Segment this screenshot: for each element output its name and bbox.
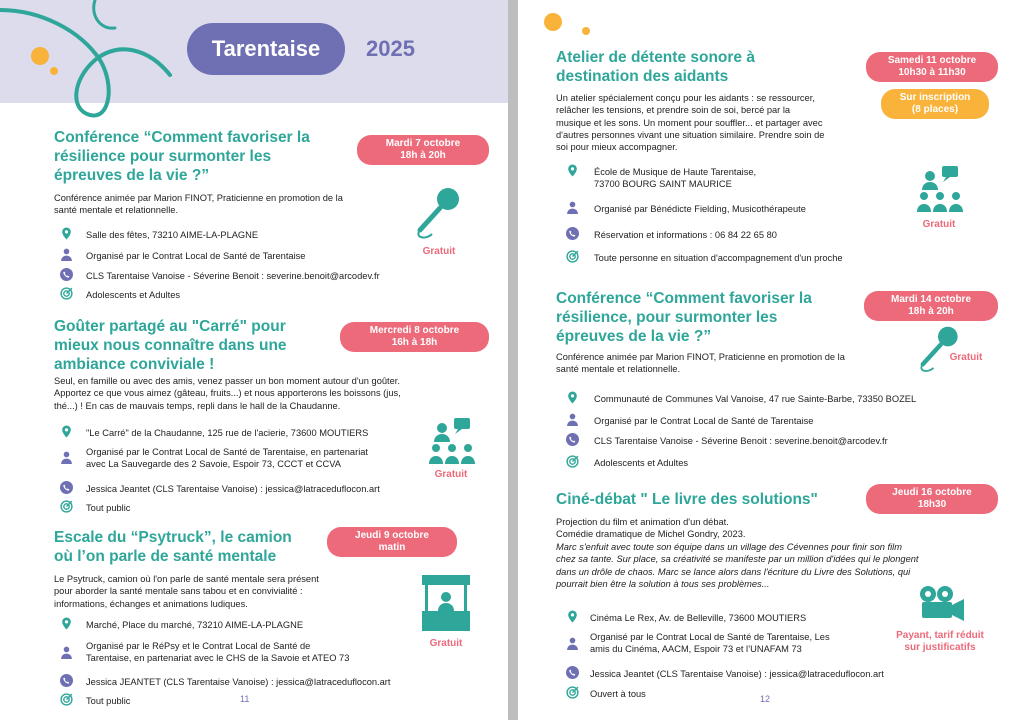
event-contact: Réservation et informations : 06 84 22 65 80: [594, 230, 777, 240]
microphone-icon: [412, 186, 462, 242]
event-organizer: Organisé par le RéPsy et le Contrat Local de Santé de Tarentaise, en partenariat avec le CHS de la Savoie et ATEO 73: [86, 641, 350, 664]
event-title: Conférence “Comment favoriser la résilience pour surmonter les épreuves de la vie ?”: [54, 129, 310, 184]
target-icon: [566, 455, 579, 468]
event-contact: Jessica JEANTET (CLS Tarentaise Vanoise) : jessica@latraceduflocon.art: [86, 677, 391, 687]
event-contact: Jessica Jeantet (CLS Tarentaise Vanoise) : jessica@latraceduflocon.art: [86, 484, 380, 494]
person-icon: [60, 646, 73, 659]
event-title: Atelier de détente sonore à destination des aidants: [556, 49, 755, 85]
event-title: Escale du “Psytruck”, le camion où l’on parle de santé mentale: [54, 529, 292, 565]
decorative-dots: [538, 8, 598, 42]
phone-icon: [566, 433, 579, 446]
target-icon: [566, 250, 579, 263]
event-audience: Toute personne en situation d'accompagnement d'un proche: [594, 253, 843, 263]
event-organizer: Organisé par le Contrat Local de Santé de Tarentaise, en partenariat avec La Sauvegarde des 2 Savoie, Espoir 73, CCCT et CCVA: [86, 447, 369, 470]
event-description: Le Psytruck, camion où l'on parle de santé mentale sera présent pour aborder la santé mentale sans tabou et en convivialité : informations, échanges et animations ludiques.: [54, 574, 319, 609]
location-pin-icon: [60, 425, 73, 438]
event-location: Cinéma Le Rex, Av. de Belleville, 73600 MOUTIERS: [590, 613, 807, 623]
phone-icon: [60, 268, 73, 281]
target-icon: [60, 287, 73, 300]
location-pin-icon: [60, 617, 73, 630]
event-contact: Jessica Jeantet (CLS Tarentaise Vanoise) : jessica@latraceduflocon.art: [590, 669, 884, 679]
person-icon: [566, 637, 579, 650]
price-label: Gratuit: [922, 219, 956, 230]
food-stand-icon: [420, 575, 472, 633]
event-location: Salle des fêtes, 73210 AIME-LA-PLAGNE: [86, 230, 259, 240]
event-description: Conférence animée par Marion FINOT, Praticienne en promotion de la santé mentale et relationnelle.: [556, 352, 845, 375]
group-talk-icon: [428, 418, 476, 466]
event-organizer: Organisé par le Contrat Local de Santé de Tarentaise: [594, 416, 814, 426]
event-organizer: Organisé par le Contrat Local de Santé de Tarentaise: [86, 251, 306, 261]
event-audience: Adolescents et Adultes: [86, 290, 181, 300]
location-pin-icon: [566, 391, 579, 404]
movie-camera-icon: [918, 585, 966, 621]
event-description: Conférence animée par Marion FINOT, Praticienne en promotion de la santé mentale et relationnelle.: [54, 193, 343, 216]
event-audience: Tout public: [86, 696, 131, 706]
event-contact: CLS Tarentaise Vanoise - Séverine Benoit : severine.benoit@arcodev.fr: [86, 271, 380, 281]
price-label: Gratuit: [434, 469, 468, 480]
event-location: "Le Carré" de la Chaudanne, 125 rue de l'acierie, 73600 MOUTIERS: [86, 428, 369, 438]
phone-icon: [566, 666, 579, 679]
event-title: Ciné-débat " Le livre des solutions": [556, 491, 818, 508]
event-description: Un atelier spécialement conçu pour les aidants : se ressourcer, relâcher les tensions, et prendre soin de soi, bercé par la musique et les sons. Un moment pour souffler... et partager avec d'autres personnes vivant une situation similaire. Prendre soin de soi pour mieux accompagner.: [556, 93, 825, 153]
event-title: Conférence “Comment favoriser la résilience, pour surmonter les épreuves de la vie ?”: [556, 290, 812, 345]
event-date-badge: Mardi 7 octobre 18h à 20h: [357, 135, 489, 165]
event-location: Communauté de Communes Val Vanoise, 47 rue Sainte-Barbe, 73350 BOZEL: [594, 394, 917, 404]
event-audience: Ouvert à tous: [590, 689, 646, 699]
page-12: [518, 0, 1025, 720]
event-date-badge: Jeudi 9 octobre matin: [327, 527, 457, 557]
microphone-icon: [915, 325, 961, 375]
event-description: Projection du film et animation d'un débat. Comédie dramatique de Michel Gondry, 2023.: [556, 517, 746, 540]
event-description: Seul, en famille ou avec des amis, venez passer un bon moment autour d'un goûter. Apportez ce que vous aimez (gâteau, fruits...) et nous apporterons les boissons (jus, thé...) ! En cas de mauvais temps, repli dans le hall de la Chaudanne.: [54, 376, 401, 411]
event-location: Marché, Place du marché, 73210 AIME-LA-PLAGNE: [86, 620, 304, 630]
event-organizer: Organisé par le Contrat Local de Santé de Tarentaise, Les amis du Cinéma, AACM, Espoir 73 et l’UNAFAM 73: [590, 632, 830, 655]
location-pin-icon: [60, 227, 73, 240]
event-date-badge: Mercredi 8 octobre 16h à 18h: [340, 322, 489, 352]
event-audience: Adolescents et Adultes: [594, 458, 689, 468]
event-contact: CLS Tarentaise Vanoise - Séverine Benoit : severine.benoit@arcodev.fr: [594, 436, 888, 446]
event-organizer: Organisé par Bénédicte Fielding, Musicothérapeute: [594, 204, 806, 214]
target-icon: [60, 693, 73, 706]
price-label: Gratuit: [949, 352, 983, 363]
page-11: [0, 0, 508, 720]
price-label: Payant, tarif réduit sur justificatifs: [896, 630, 984, 653]
target-icon: [566, 686, 579, 699]
event-date-badge: Jeudi 16 octobre 18h30: [866, 484, 998, 514]
location-pin-icon: [566, 610, 579, 623]
event-date-badge: Mardi 14 octobre 18h à 20h: [864, 291, 998, 321]
price-label: Gratuit: [422, 246, 456, 257]
decorative-swirl: [0, 0, 180, 130]
page-number: 12: [760, 694, 771, 704]
event-audience: Tout public: [86, 503, 131, 513]
person-icon: [566, 413, 579, 426]
person-icon: [60, 248, 73, 261]
group-talk-icon: [916, 166, 964, 214]
event-date-badge: Samedi 11 octobre 10h30 à 11h30: [866, 52, 998, 82]
header-title: Tarentaise: [187, 23, 345, 75]
registration-badge: Sur inscription (8 places): [881, 89, 989, 119]
header-year: 2025: [366, 36, 415, 61]
person-icon: [60, 451, 73, 464]
location-pin-icon: [566, 164, 579, 177]
phone-icon: [566, 227, 579, 240]
page-number: 11: [240, 694, 250, 704]
person-icon: [566, 201, 579, 214]
price-label: Gratuit: [429, 638, 463, 649]
phone-icon: [60, 481, 73, 494]
film-synopsis: Marc s'enfuit avec toute son équipe dans un village des Cévennes pour finir son film chez sa tante. Sur place, sa créativité se manifeste par un million d'idées qui le plongent dans un drôle de chaos. Marc se lance alors dans l'écriture du Livre des Solutions, qui pourrait bien être la solution à tous ses problèmes...: [556, 542, 919, 589]
event-title: Goûter partagé au "Carré" pour mieux nous connaître dans une ambiance conviviale !: [54, 318, 287, 373]
target-icon: [60, 500, 73, 513]
event-location: École de Musique de Haute Tarentaise, 73700 BOURG SAINT MAURICE: [594, 167, 757, 190]
phone-icon: [60, 674, 73, 687]
